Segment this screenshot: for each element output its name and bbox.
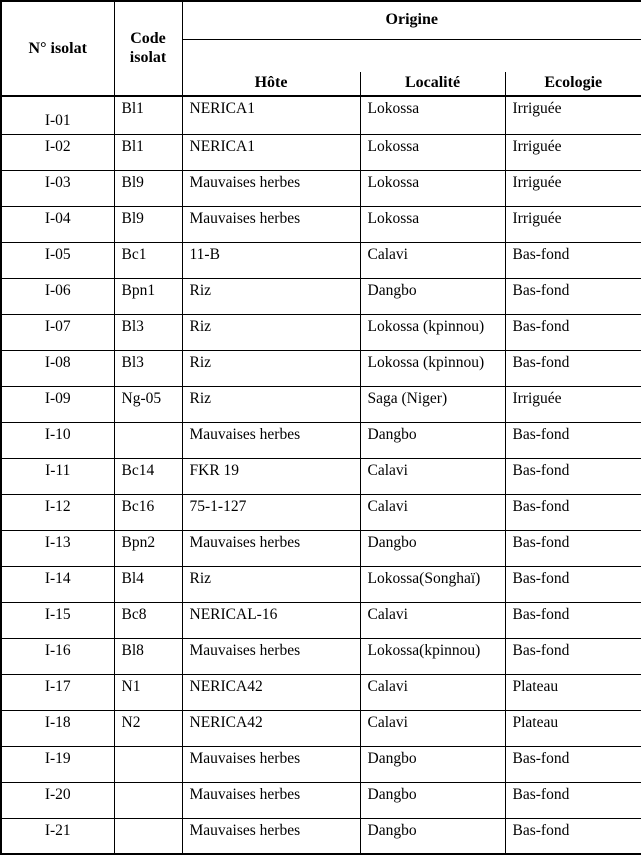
table-row xyxy=(1,206,641,242)
header-row-origine xyxy=(1,1,641,39)
table-row xyxy=(1,530,641,566)
cell-hote: Riz xyxy=(182,386,360,422)
cell-num-isolat: I-11 xyxy=(1,458,114,494)
cell-code-isolat: Ng-05 xyxy=(114,386,182,422)
cell-code-isolat: Bl1 xyxy=(114,96,182,134)
cell-localite: Calavi xyxy=(360,710,505,746)
cell-hote: NERICA1 xyxy=(182,96,360,134)
table-body xyxy=(1,96,641,854)
table-header xyxy=(1,1,641,96)
table-row xyxy=(1,746,641,782)
cell-code-isolat: N2 xyxy=(114,710,182,746)
cell-num-isolat: I-13 xyxy=(1,530,114,566)
cell-num-isolat: I-21 xyxy=(1,818,114,854)
header-cell-localite: Localité xyxy=(360,72,505,96)
cell-hote: Riz xyxy=(182,566,360,602)
table-row xyxy=(1,458,641,494)
table-row xyxy=(1,674,641,710)
cell-code-isolat: Bl9 xyxy=(114,170,182,206)
header-cell-code: Code isolat xyxy=(114,1,182,96)
cell-hote: Mauvaises herbes xyxy=(182,638,360,674)
cell-hote: Riz xyxy=(182,314,360,350)
cell-num-isolat: I-06 xyxy=(1,278,114,314)
cell-code-isolat xyxy=(114,422,182,458)
cell-num-isolat: I-18 xyxy=(1,710,114,746)
cell-hote: Mauvaises herbes xyxy=(182,422,360,458)
table-row xyxy=(1,638,641,674)
cell-ecologie: Bas-fond xyxy=(505,782,641,818)
cell-hote: Mauvaises herbes xyxy=(182,170,360,206)
cell-localite: Dangbo xyxy=(360,422,505,458)
cell-hote: NERICA1 xyxy=(182,134,360,170)
cell-localite: Calavi xyxy=(360,494,505,530)
cell-code-isolat: Bl3 xyxy=(114,350,182,386)
cell-num-isolat: I-08 xyxy=(1,350,114,386)
table-row xyxy=(1,96,641,134)
cell-ecologie: Irriguée xyxy=(505,134,641,170)
table-row xyxy=(1,602,641,638)
cell-ecologie: Bas-fond xyxy=(505,746,641,782)
table-row xyxy=(1,494,641,530)
cell-hote: Mauvaises herbes xyxy=(182,818,360,854)
table-row xyxy=(1,818,641,854)
cell-code-isolat: Bc16 xyxy=(114,494,182,530)
table-row xyxy=(1,278,641,314)
cell-ecologie: Irriguée xyxy=(505,386,641,422)
cell-hote: NERICA42 xyxy=(182,710,360,746)
cell-hote: NERICAL-16 xyxy=(182,602,360,638)
cell-num-isolat: I-12 xyxy=(1,494,114,530)
cell-num-isolat: I-20 xyxy=(1,782,114,818)
cell-ecologie: Irriguée xyxy=(505,206,641,242)
cell-ecologie: Bas-fond xyxy=(505,602,641,638)
cell-localite: Calavi xyxy=(360,242,505,278)
cell-hote: 11-B xyxy=(182,242,360,278)
cell-num-isolat: I-15 xyxy=(1,602,114,638)
cell-localite: Calavi xyxy=(360,602,505,638)
cell-ecologie: Irriguée xyxy=(505,170,641,206)
cell-code-isolat: Bc1 xyxy=(114,242,182,278)
cell-num-isolat: I-07 xyxy=(1,314,114,350)
cell-ecologie: Bas-fond xyxy=(505,314,641,350)
header-cell-isolat: N° isolat xyxy=(1,1,114,96)
header-spacer-cell xyxy=(182,39,360,72)
cell-ecologie: Irriguée xyxy=(505,96,641,134)
cell-hote: NERICA42 xyxy=(182,674,360,710)
table-row xyxy=(1,314,641,350)
table-row xyxy=(1,350,641,386)
cell-ecologie: Bas-fond xyxy=(505,242,641,278)
cell-code-isolat xyxy=(114,746,182,782)
cell-code-isolat: Bl8 xyxy=(114,638,182,674)
cell-localite: Calavi xyxy=(360,458,505,494)
cell-num-isolat: I-09 xyxy=(1,386,114,422)
cell-ecologie: Plateau xyxy=(505,710,641,746)
cell-localite: Dangbo xyxy=(360,746,505,782)
cell-code-isolat: Bpn2 xyxy=(114,530,182,566)
table-row xyxy=(1,386,641,422)
cell-hote: Riz xyxy=(182,350,360,386)
cell-localite: Lokossa (kpinnou) xyxy=(360,350,505,386)
cell-ecologie: Bas-fond xyxy=(505,350,641,386)
cell-hote: Mauvaises herbes xyxy=(182,206,360,242)
table-row xyxy=(1,170,641,206)
cell-ecologie: Bas-fond xyxy=(505,818,641,854)
header-spacer-cell xyxy=(505,39,641,72)
cell-code-isolat: Bl4 xyxy=(114,566,182,602)
cell-localite: Dangbo xyxy=(360,530,505,566)
table-row xyxy=(1,134,641,170)
cell-localite: Saga (Niger) xyxy=(360,386,505,422)
header-cell-ecologie: Ecologie xyxy=(505,72,641,96)
cell-ecologie: Bas-fond xyxy=(505,638,641,674)
cell-hote: Mauvaises herbes xyxy=(182,746,360,782)
cell-code-isolat: N1 xyxy=(114,674,182,710)
cell-hote: Riz xyxy=(182,278,360,314)
cell-code-isolat: Bc8 xyxy=(114,602,182,638)
cell-ecologie: Bas-fond xyxy=(505,458,641,494)
cell-ecologie: Bas-fond xyxy=(505,566,641,602)
cell-localite: Dangbo xyxy=(360,278,505,314)
cell-localite: Lokossa xyxy=(360,134,505,170)
cell-localite: Lokossa(Songhaï) xyxy=(360,566,505,602)
cell-code-isolat xyxy=(114,782,182,818)
table-row xyxy=(1,782,641,818)
cell-localite: Calavi xyxy=(360,674,505,710)
cell-num-isolat: I-16 xyxy=(1,638,114,674)
cell-num-isolat: I-10 xyxy=(1,422,114,458)
table-row xyxy=(1,566,641,602)
cell-hote: Mauvaises herbes xyxy=(182,530,360,566)
cell-num-isolat: I-19 xyxy=(1,746,114,782)
table-row xyxy=(1,422,641,458)
header-spacer-cell xyxy=(360,39,505,72)
cell-ecologie: Bas-fond xyxy=(505,422,641,458)
table-row xyxy=(1,710,641,746)
cell-num-isolat: I-05 xyxy=(1,242,114,278)
cell-code-isolat: Bl1 xyxy=(114,134,182,170)
cell-num-isolat: I-14 xyxy=(1,566,114,602)
cell-ecologie: Plateau xyxy=(505,674,641,710)
cell-hote: Mauvaises herbes xyxy=(182,782,360,818)
cell-num-isolat: I-04 xyxy=(1,206,114,242)
cell-code-isolat: Bl3 xyxy=(114,314,182,350)
cell-localite: Dangbo xyxy=(360,782,505,818)
cell-localite: Lokossa xyxy=(360,96,505,134)
cell-ecologie: Bas-fond xyxy=(505,278,641,314)
cell-code-isolat: Bc14 xyxy=(114,458,182,494)
cell-localite: Lokossa xyxy=(360,170,505,206)
cell-localite: Dangbo xyxy=(360,818,505,854)
cell-localite: Lokossa (kpinnou) xyxy=(360,314,505,350)
table-row xyxy=(1,242,641,278)
cell-ecologie: Bas-fond xyxy=(505,494,641,530)
cell-hote: 75-1-127 xyxy=(182,494,360,530)
cell-localite: Lokossa xyxy=(360,206,505,242)
cell-code-isolat: Bpn1 xyxy=(114,278,182,314)
header-cell-hote: Hôte xyxy=(182,72,360,96)
cell-num-isolat: I-02 xyxy=(1,134,114,170)
cell-hote: FKR 19 xyxy=(182,458,360,494)
header-cell-origine: Origine xyxy=(182,1,641,39)
cell-num-isolat: I-03 xyxy=(1,170,114,206)
cell-localite: Lokossa(kpinnou) xyxy=(360,638,505,674)
cell-num-isolat: I-01 xyxy=(1,96,114,134)
cell-code-isolat: Bl9 xyxy=(114,206,182,242)
cell-code-isolat xyxy=(114,818,182,854)
cell-ecologie: Bas-fond xyxy=(505,530,641,566)
cell-num-isolat: I-17 xyxy=(1,674,114,710)
